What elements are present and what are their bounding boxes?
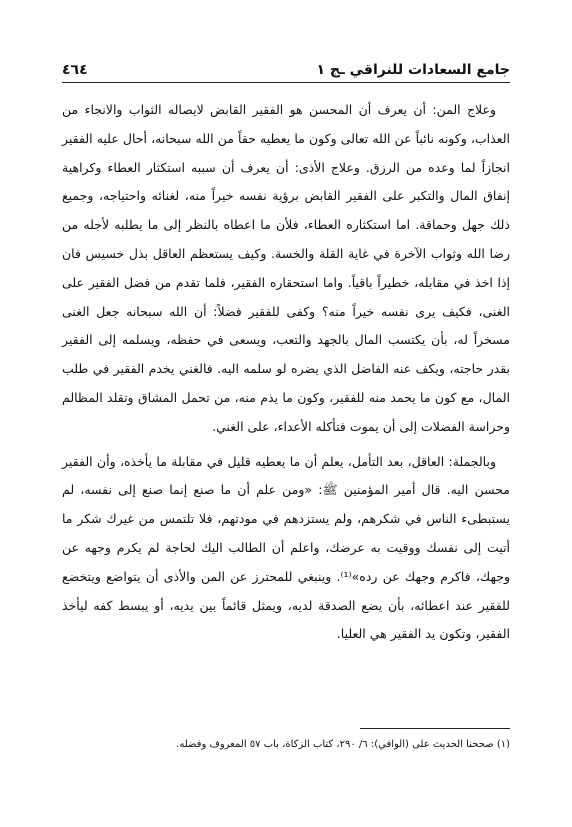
footnote-divider [360, 728, 510, 729]
running-header [62, 58, 510, 78]
paragraph-conclusion: وبالجملة: العاقل، بعد التأمل، يعلم أن ما يعطيه قليل في مقابلة ما يأخذه، وأن الفقير محسن اليه. قال أمير المؤمنين ﷺ: «ومن علم أن ما صنع إنما صنع إلى نفسه، لم يستبطىء الناس في شكرهم، ولم يستزدهم في مودتهم، فلا تلتمس من غيرك شكر ما أتيت إلى نفسك ووقيت به عرضك، واعلم أن الطالب اليك لحاجة لم يكرم وجهه عن وجهك، فاكرم وجهك عن رده»⁽¹⁾. وينبغي للمحترز عن المن والأذى أن يتواضع ويتخضع للفقير عند اعطائه، بأن يضع الصدقة لديه، ويمثل قائماً بين يديه، أو يبسط كفه ليأخذ الفقير، وتكون يد الفقير هي العليا. [62, 453, 510, 642]
paragraph-remedy-of-mann: وعلاج المن: أن يعرف أن المحسن هو الفقير القابض لايصاله الثواب والانجاء من العذاب، وكونه نائباً عن الله تعالى وكون ما يعطيه حقاً من الله سبحانه، أحال عليه الفقير انجازاً لما وعده من الرزق. وعلاج الأذى: أن يعرف أن سببه استكثار العطاء وكراهية إنفاق المال والتكبر على الفقير القابض برؤية نفسه خيراً منه، لغنائه واحتياجه، وجميع ذلك جهل وحماقة. اما استكثاره العطاء، فلأن ما اعطاه بالنظر إلى ما يطلبه لأجله من رضا الله وثواب الآخرة في غاية القلة والخسة. وكيف يستعظم العاقل بذل خسيس فان إذا اخذ في مقابله، خطيراً باقياً. واما استحقاره الفقير، فلما تقدم من فضل الفقير على الغنى، فكيف يرى نفسه خيراً منه؟ وكفى للفقير فضلاً: أن الله سبحانه جعل الغنى مسخراً له، بأن يكتسب المال بالجهد والتعب، ويسعى في حفظه، ويسلمه إلى الفقير بقدر حاجته، ويكف عنه الفاضل الذي يضره لو سلمه اليه. فالغني يخدم الفقير في طلب المال، مع كون ما يحمد منه للفقير، وكون ما يذم منه، من تحمل المشاق وتقلد المظالم وحراسة الفضلات إلى أن يموت فتأكله الأعداء، على الغني. [62, 102, 510, 434]
footnote: (١) صححنا الحديث على (الوافي): ٦/ ٢٩٠، كتاب الزكاة، باب ٥٧ المعروف وفضله. [176, 739, 510, 750]
main-text [62, 96, 510, 655]
book-title: جامع السعادات للنراقي ـج ١ [316, 62, 510, 78]
header-divider [62, 82, 510, 83]
page-number: ٤٦٤ [62, 62, 88, 78]
